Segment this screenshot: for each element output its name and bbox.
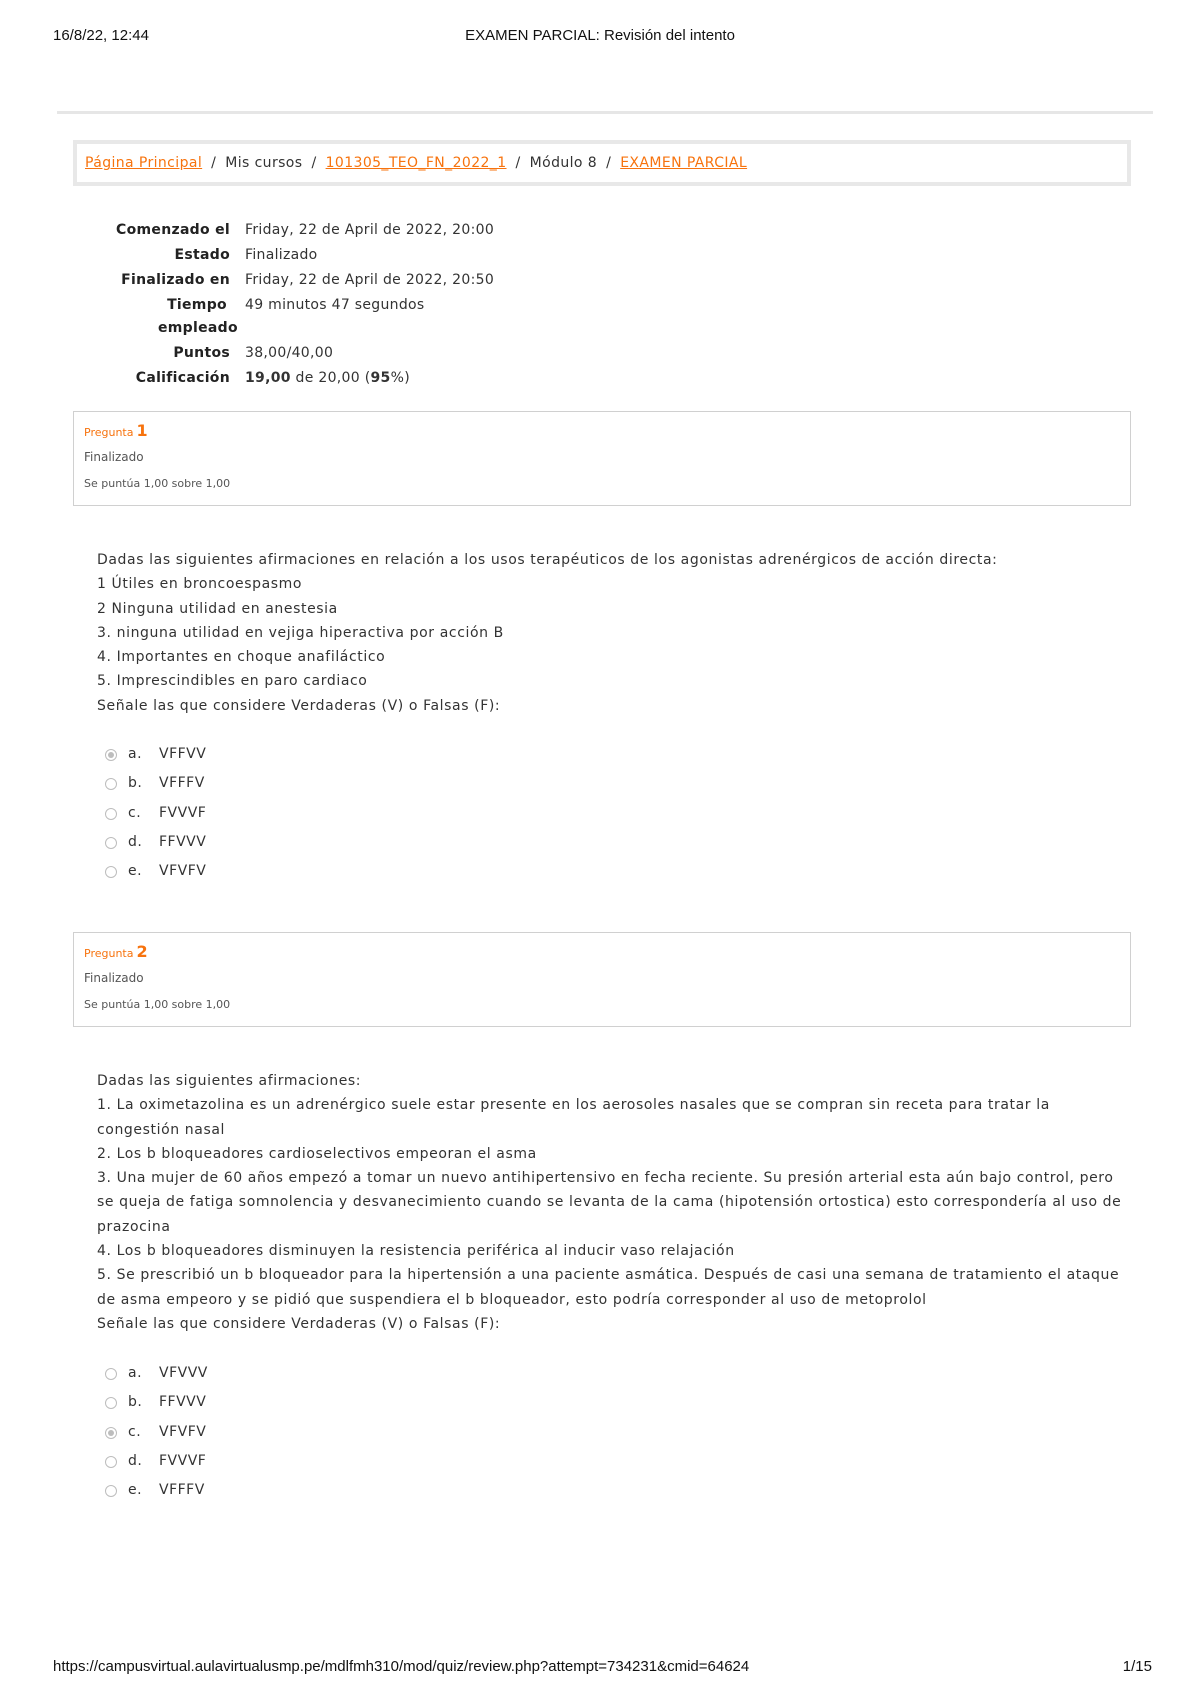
question-state: Finalizado bbox=[84, 450, 144, 464]
question-line: Dadas las siguientes afirmaciones en relación a los usos terapéuticos de los agonistas adrenérgicos de acción directa: bbox=[97, 552, 998, 568]
question-title: Pregunta 2 bbox=[84, 942, 148, 961]
question-line: 2 Ninguna utilidad en anestesia bbox=[97, 600, 338, 617]
question-title: Pregunta 1 bbox=[84, 421, 148, 440]
breadcrumb-separator: / bbox=[311, 155, 317, 171]
summary-value: 38,00/40,00 bbox=[245, 345, 334, 361]
summary-label: Finalizado en bbox=[121, 272, 230, 288]
question-line: 1 Útiles en broncoespasmo bbox=[97, 576, 303, 593]
summary-value: 49 minutos 47 segundos bbox=[245, 297, 425, 313]
summary-value: Friday, 22 de April de 2022, 20:00 bbox=[245, 222, 495, 238]
question-grade: Se puntúa 1,00 sobre 1,00 bbox=[84, 477, 231, 490]
question-number: 1 bbox=[136, 421, 148, 440]
question-line: 4. Importantes en choque anafiláctico bbox=[97, 649, 386, 666]
radio-button[interactable] bbox=[105, 1485, 117, 1497]
question-line: 3. ninguna utilidad en vejiga hiperactiva por acción B bbox=[97, 624, 504, 641]
print-url: https://campusvirtual.aulavirtualusmp.pe/mdlfmh310/mod/quiz/review.php?attempt=734231&cmid=64624 bbox=[53, 1658, 750, 1675]
print-page-title: EXAMEN PARCIAL: Revisión del intento bbox=[465, 27, 735, 44]
breadcrumb-module: Módulo 8 bbox=[529, 155, 598, 171]
question-line: 1. La oximetazolina es un adrenérgico suele estar presente en los aerosoles nasales que se compran sin receta para tratar la congestión nasal bbox=[97, 1097, 1050, 1138]
radio-button[interactable] bbox=[105, 1427, 117, 1439]
print-header bbox=[0, 27, 1200, 49]
print-footer bbox=[0, 1658, 1200, 1680]
summary-label: Estado bbox=[174, 247, 230, 263]
breadcrumb-separator: / bbox=[211, 155, 217, 171]
summary-label: Calificación bbox=[135, 370, 230, 386]
question-line: 5. Imprescindibles en paro cardiaco bbox=[97, 673, 368, 690]
summary-value: 19,00 de 20,00 (95%) bbox=[245, 370, 410, 386]
question-line: 5. Se prescribió un b bloqueador para la hipertensión a una paciente asmática. Después de casi una semana de tratamiento el ataque de asma empeoro y se pidió que suspendiera el b bloqueador, esto podría corresponder al uso de metoprolol bbox=[97, 1267, 1120, 1308]
question-number: 2 bbox=[136, 942, 148, 961]
question-line: Señale las que considere Verdaderas (V) o Falsas (F): bbox=[97, 1315, 501, 1332]
summary-label: Comenzado el bbox=[116, 222, 230, 238]
question-info bbox=[73, 411, 1131, 506]
breadcrumb-separator: / bbox=[515, 155, 521, 171]
radio-button[interactable] bbox=[105, 749, 117, 761]
print-datetime: 16/8/22, 12:44 bbox=[53, 27, 149, 44]
radio-button[interactable] bbox=[105, 1397, 117, 1409]
question-text bbox=[97, 548, 1127, 718]
breadcrumb-quiz-link[interactable]: EXAMEN PARCIAL bbox=[620, 155, 748, 171]
breadcrumb-home-link[interactable]: Página Principal bbox=[85, 155, 203, 171]
radio-button[interactable] bbox=[105, 1456, 117, 1468]
question-line: 3. Una mujer de 60 años empezó a tomar un nuevo antihipertensivo en fecha reciente. Su presión arterial esta aún bajo control, pero se queja de fatiga somnolencia y desvanecimiento cuando se levanta de la cama (hipotensión ortostica) esto correspondería al uso de prazocina bbox=[97, 1170, 1122, 1235]
question-info bbox=[73, 932, 1131, 1027]
divider bbox=[57, 111, 1153, 114]
breadcrumb-my-courses: Mis cursos bbox=[225, 155, 303, 171]
question-line: Señale las que considere Verdaderas (V) o Falsas (F): bbox=[97, 697, 501, 714]
question-text bbox=[97, 1069, 1127, 1336]
summary-label: Tiempo empleado bbox=[158, 297, 238, 336]
radio-button[interactable] bbox=[105, 808, 117, 820]
radio-button[interactable] bbox=[105, 866, 117, 878]
summary-value: Friday, 22 de April de 2022, 20:50 bbox=[245, 272, 495, 288]
question-grade: Se puntúa 1,00 sobre 1,00 bbox=[84, 998, 231, 1011]
question-line: Dadas las siguientes afirmaciones: bbox=[97, 1073, 362, 1089]
radio-button[interactable] bbox=[105, 778, 117, 790]
breadcrumb-course-link[interactable]: 101305_TEO_FN_2022_1 bbox=[325, 155, 507, 171]
summary-label: Puntos bbox=[173, 345, 230, 361]
question-state: Finalizado bbox=[84, 971, 144, 985]
print-page-count: 1/15 bbox=[1122, 1658, 1152, 1675]
question-line: 4. Los b bloqueadores disminuyen la resistencia periférica al inducir vaso relajación bbox=[97, 1243, 735, 1260]
summary-value: Finalizado bbox=[245, 247, 318, 263]
question-line: 2. Los b bloqueadores cardioselectivos empeoran el asma bbox=[97, 1145, 537, 1162]
radio-button[interactable] bbox=[105, 1368, 117, 1380]
radio-button[interactable] bbox=[105, 837, 117, 849]
breadcrumb-separator: / bbox=[606, 155, 612, 171]
breadcrumb bbox=[73, 140, 1131, 186]
